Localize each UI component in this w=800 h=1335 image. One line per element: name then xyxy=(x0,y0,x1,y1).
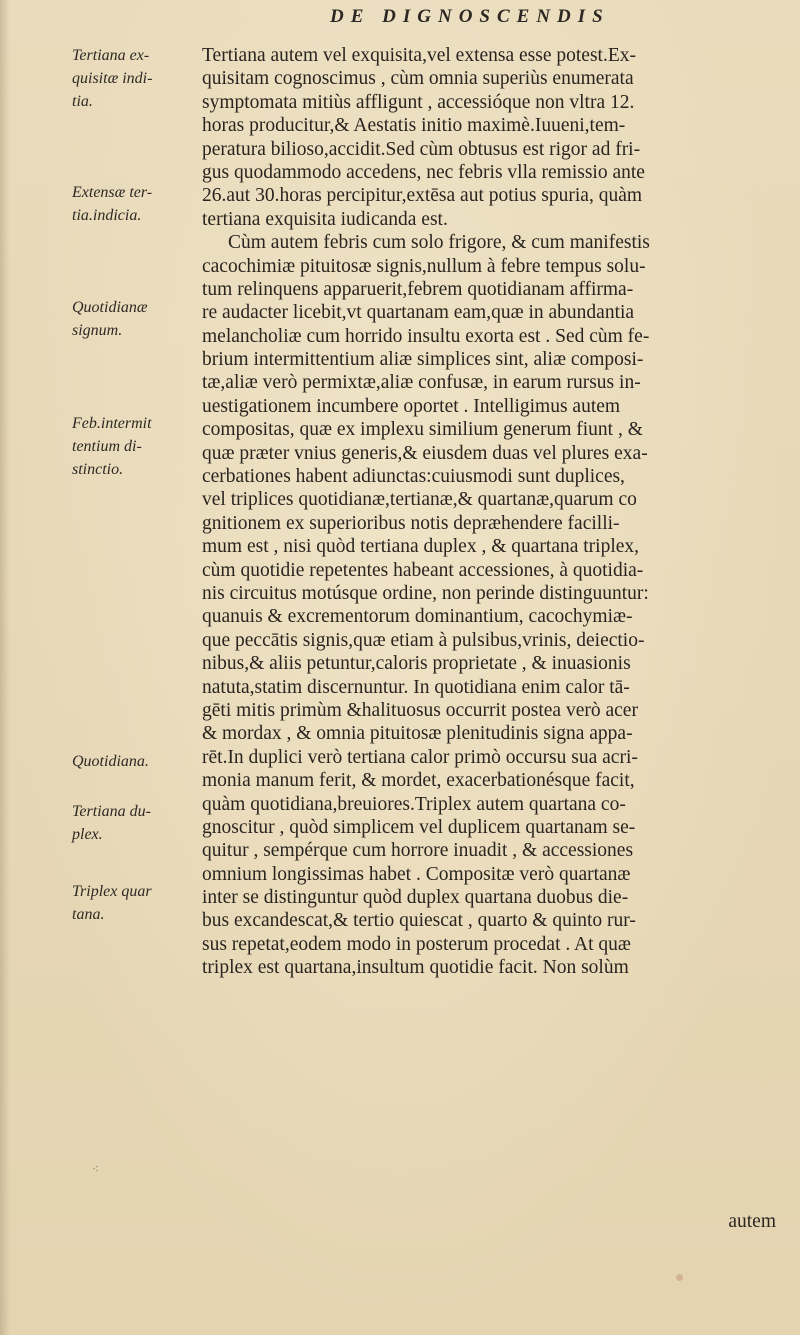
text-line: cacochimiæ pituitosæ signis,nullum à febre tempus solu- xyxy=(202,255,646,277)
margin-note-extensae-tertiana xyxy=(72,181,212,227)
margin-note-line: stinctio. xyxy=(72,461,124,478)
margin-note-line: Feb.intermit xyxy=(72,415,152,432)
text-line: quisitam cognoscimus , cùm omnia superiùs enumerata xyxy=(202,68,634,90)
margin-note-tertiana-exquisita xyxy=(72,44,212,113)
text-line: quàm quotidiana,breuiores.Triplex autem quartana co- xyxy=(202,793,626,815)
margin-note-line: Extensæ ter- xyxy=(72,184,153,201)
margin-note-feb-intermittentium xyxy=(72,412,212,481)
margin-note-line: Tertiana du- xyxy=(72,803,151,820)
text-line: cùm quotidie repetentes habeant accessiones, à quotidia- xyxy=(202,559,644,581)
text-line: bus excandescat,& tertio quiescat , quarto & quinto rur- xyxy=(202,910,636,932)
margin-note-line: tia.indicia. xyxy=(72,207,142,224)
text-line: melancholiæ cum horrido insultu exorta est . Sed cùm fe- xyxy=(202,325,650,347)
ink-smudge: ⁖ xyxy=(92,1162,100,1176)
margin-note-line: Triplex quar xyxy=(72,883,152,900)
paper-stain xyxy=(676,1274,683,1281)
text-line: inter se distinguntur quòd duplex quartana duobus die- xyxy=(202,887,629,909)
margin-note-line: quisitæ indi- xyxy=(72,70,153,87)
text-line: nis circuitus motúsque ordine, non perinde distinguuntur: xyxy=(202,582,649,604)
text-line: Cùm autem febris cum solo frigore, & cum manifestis xyxy=(228,232,650,254)
text-line: Tertiana autem vel exquisita,vel extensa esse potest.Ex- xyxy=(202,45,636,66)
text-line: gnitionem ex superioribus notis depræhendere facilli- xyxy=(202,512,620,534)
text-line: tæ,aliæ verò permixtæ,aliæ confusæ, in earum rursus in- xyxy=(202,372,641,394)
margin-note-line: plex. xyxy=(72,826,103,843)
text-line: symptomata mitiùs affligunt , accessióque non vltra 12. xyxy=(202,91,635,113)
text-line: gus quodammodo accedens, nec febris vlla remissio ante xyxy=(202,161,645,183)
text-line: cerbationes habent adiunctas:cuiusmodi sunt duplices, xyxy=(202,466,625,488)
text-line: omnium longissimas habet . Compositæ verò quartanæ xyxy=(202,863,631,885)
margin-note-triplex-quartana xyxy=(72,880,212,926)
text-line: horas producitur,& Aestatis initio maximè.Iuueni,tem- xyxy=(202,115,626,137)
margin-note-line: tentium di- xyxy=(72,438,142,455)
text-line: re audacter licebit,vt quartanam eam,quæ in abundantia xyxy=(202,302,635,324)
text-line: nibus,& aliis petuntur,caloris proprietate , & inuasionis xyxy=(202,653,631,675)
text-line: & mordax , & omnia pituitosæ plenitudinis signa appa- xyxy=(202,723,633,745)
main-text-block xyxy=(202,44,776,1232)
margin-note-line: tana. xyxy=(72,906,105,923)
margin-note-line: signum. xyxy=(72,322,123,339)
text-line: monia manum ferit, & mordet, exacerbationésque facit, xyxy=(202,770,635,792)
text-line: quanuis & excrementorum dominantium, cacochymiæ- xyxy=(202,606,633,628)
text-line: gēti mitis primùm &halituosus occurrit postea verò acer xyxy=(202,699,638,721)
text-line: gnoscitur , quòd simplicem vel duplicem quartanam se- xyxy=(202,816,636,838)
page-gutter-shadow xyxy=(0,0,10,1335)
text-line: mum est , nisi quòd tertiana duplex , & quartana triplex, xyxy=(202,536,640,558)
running-head: DE DIGNOSCENDIS xyxy=(330,6,610,27)
margin-note-tertiana-duplex xyxy=(72,800,212,846)
text-line: tum relinquens apparuerit,febrem quotidianam affirma- xyxy=(202,278,634,300)
text-line: que peccātis signis,quæ etiam à pulsibus,vrinis, deiectio- xyxy=(202,629,645,651)
margin-note-line: Quotidianæ xyxy=(72,299,148,316)
margin-note-line: Tertiana ex- xyxy=(72,47,150,64)
text-line: 26.aut 30.horas percipitur,extēsa aut potius spuria, quàm xyxy=(202,185,643,207)
catchword: autem xyxy=(728,1211,776,1232)
text-line: sus repetat,eodem modo in posterum procedat . At quæ xyxy=(202,933,631,955)
text-line: triplex est quartana,insultum quotidie facit. Non solùm xyxy=(202,957,629,979)
margin-note-line: tia. xyxy=(72,93,93,110)
text-line: peratura bilioso,accidit.Sed cùm obtusus est rigor ad fri- xyxy=(202,138,641,160)
text-line: quæ præter vnius generis,& eiusdem duas vel plures exa- xyxy=(202,442,648,464)
margin-note-quotidianae-signum xyxy=(72,296,212,342)
text-line: tertiana exquisita iudicanda est. xyxy=(202,208,448,230)
text-line: quitur , sempérque cum horrore inuadit , & accessiones xyxy=(202,840,634,862)
text-line: compositas, quæ ex implexu similium generum fiunt , & xyxy=(202,419,643,441)
margin-note-quotidiana xyxy=(72,750,212,773)
margin-note-line: Quotidiana. xyxy=(72,753,149,770)
text-line: rēt.In duplici verò tertiana calor primò occursu sua acri- xyxy=(202,746,638,768)
text-line: natuta,statim discernuntur. In quotidiana enim calor tā- xyxy=(202,676,630,698)
text-line: brium intermittentium aliæ simplices sint, aliæ composi- xyxy=(202,349,644,371)
text-line: uestigationem incumbere oportet . Intelligimus autem xyxy=(202,395,621,417)
text-line: vel triplices quotidianæ,tertianæ,& quartanæ,quarum co xyxy=(202,489,637,511)
